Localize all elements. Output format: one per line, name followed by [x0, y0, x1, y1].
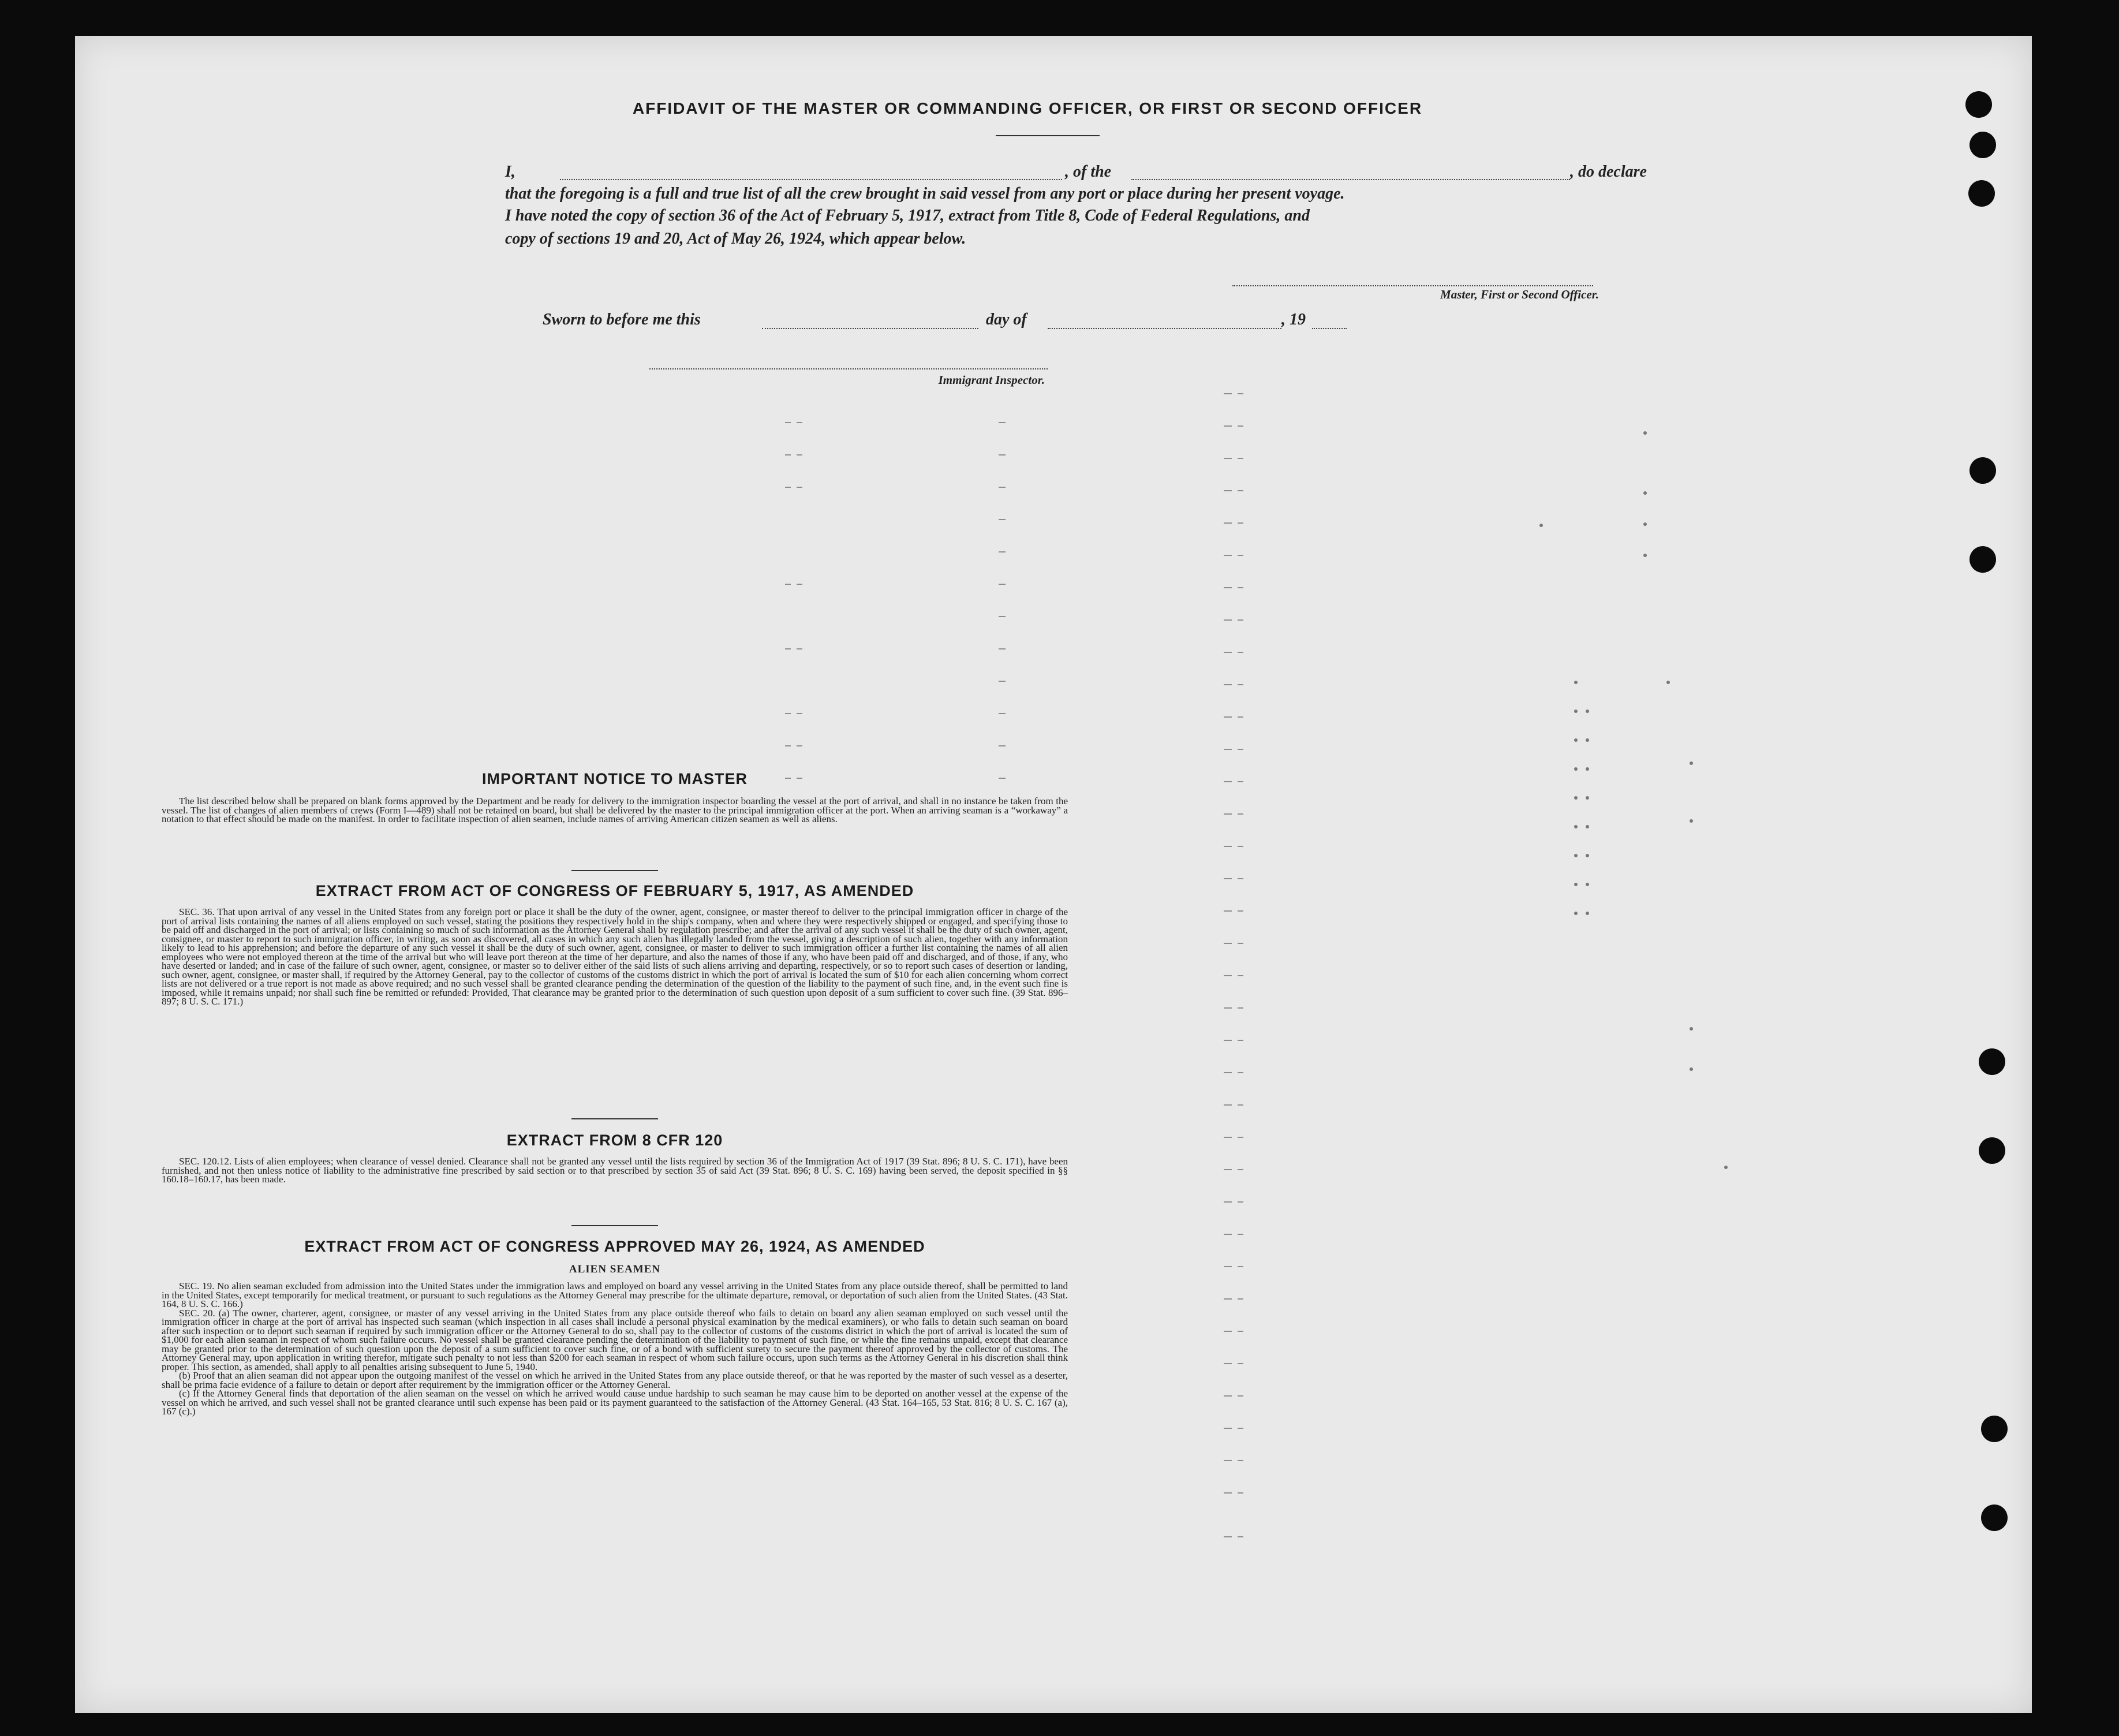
sec-19-paragraph: SEC. 19. No alien seaman excluded from admission into the United States under the immigration laws and employed on board any vessel arriving in the United States from any place outside thereof, shall be permitted to land in the United States, except temporarily for medical treatment, or pursuant to such regulations as the Attorney General may prescribe for the ultimate departure, removal, or deportation of such alien from the United States. (43 Stat. 164, 8 U. S. C. 166.) [162, 1280, 1068, 1309]
sec-120-12-paragraph: SEC. 120.12. Lists of alien employees; when clearance of vessel denied. Clearance shall not be granted any vessel until the lists required by section 36 of the Immigration Act of 1917 (39 Stat. 896; 8 U. S. C. 171), have been furnished, and not then unless notice of liability to the administrative fine prescribed by said section or to that prescribed by section 35 of said Act (39 Stat. 896; 8 U. S. C. 169) having been served, the deposit specified in §§ 160.18–160.17, has been made. [162, 1156, 1068, 1185]
sec-20b-paragraph: (b) Proof that an alien seaman did not appear upon the outgoing manifest of the vessel on which he arrived in the United States from any place outside thereof, or that he was reported by the master of such vessel as a deserter, shall be prima facie evidence of a failure to detain or deport after requirement by the immigration officer or the Attorney General. [162, 1370, 1068, 1390]
punch-hole-6 [1979, 1048, 2005, 1075]
section-rule-1 [571, 870, 658, 871]
punch-hole-5 [1969, 546, 1996, 573]
extract-cfr-heading: EXTRACT FROM 8 CFR 120 [506, 1132, 723, 1149]
sec-20c-paragraph: (c) If the Attorney General finds that deportation of the alien seaman on the vessel on which he arrived would cause undue hardship to such seaman he may cause him to be deported on another vessel at the expense of the vessel on which he arrived, and such vessel shall not be granted clearance until such expense has been paid or its payment guaranteed to the satisfaction of the Attorney General. (43 Stat. 164–165, 53 Stat. 816; 8 U. S. C. 167 (a), 167 (c).) [162, 1388, 1068, 1417]
section-rule-2 [571, 1118, 658, 1119]
punch-hole-7 [1979, 1137, 2005, 1164]
day-of-label: day of [986, 311, 1027, 328]
punch-hole-8 [1981, 1416, 2008, 1442]
bleed-through-marks [1218, 359, 1795, 1629]
affidavit-do-declare: , do declare [1570, 163, 1647, 181]
alien-seamen-subheading: ALIEN SEAMEN [569, 1263, 661, 1275]
punch-hole-4 [1969, 457, 1996, 484]
affidavit-of-the: , of the [1065, 163, 1112, 181]
affidavit-heading: AFFIDAVIT OF THE MASTER OR COMMANDING OFFICER, OR FIRST OR SECOND OFFICER [632, 99, 1423, 117]
bleed-through-dashes-svg [1218, 359, 1795, 1629]
affidavit-line-2: that the foregoing is a full and true list of all the crew brought in said vessel from any port or place during her present voyage. [505, 185, 1345, 203]
bleed-through-left-svg [710, 382, 1056, 1652]
punch-hole-9 [1981, 1504, 2008, 1531]
notice-paragraph: The list described below shall be prepared on blank forms approved by the Department and be ready for delivery to the immigration inspector boarding the vessel at the port of arrival, and shall in no instance be taken from the vessel. The list of changes of alien members of crews (Form I—489) shall not be retained on board, but shall be delivered by the master to the principal immigration officer at the port. When an arriving seaman is a “workaway” a notation to that effect should be made on the manifest. In order to facilitate inspection of alien seamen, include names of arriving American citizen seamen as well as aliens. [162, 796, 1068, 824]
sworn-month-blank [1048, 328, 1281, 329]
punch-hole-3 [1968, 180, 1995, 207]
affidavit-line-4: copy of sections 19 and 20, Act of May 26, 1924, which appear below. [505, 230, 966, 248]
year-blank [1312, 328, 1347, 329]
sworn-label: Sworn to before me this [543, 311, 701, 328]
section-rule-3 [571, 1225, 658, 1226]
extract-1917-body [162, 908, 1068, 1006]
year-prefix: , 19 [1281, 311, 1306, 328]
notice-body [162, 797, 1068, 824]
document-page [75, 36, 2032, 1713]
name-blank [560, 179, 1062, 180]
inspector-signature-line [649, 368, 1048, 369]
sec-36-paragraph: SEC. 36. That upon arrival of any vessel in the United States from any foreign port or place it shall be the duty of the owner, agent, consignee, or master thereof to deliver to the principal immigration officer in charge of the port of arrival lists containing the names of all aliens employed on such vessel, stating the positions they respectively hold in the ship's company, when and where they were respectively shipped or engaged, and specifying those to be paid off and discharged in the port of arrival; or lists containing so much of such information as the Attorney General shall by regulation prescribe; and after the arrival of any such vessel it shall be the duty of such owner, agent, consignee, or master to report to such immigration officer, in writing, as soon as discovered, all cases in which any such alien has illegally landed from the vessel, giving a description of such alien, together with any information likely to lead to his apprehension; and before the departure of any such vessel it shall be the duty of such owner, agent, consignee, or master to deliver to such immigration officer a further list containing the names of all alien employees who were not employed thereon at the time of the arrival but who will leave port thereon at the time of her departure, and also the names of those if any, who have been paid off and discharged, and of those, if any, who have deserted or landed; and in case of the failure of such owner, agent, consignee, or master so to deliver either of the said lists of such aliens arriving and departing, respectively, or so to report such cases of desertion or landing, such owner, agent, consignee, or master shall, if required by the Attorney General, pay to the collector of customs of the customs district in which the port of arrival is located the sum of $10 for each alien concerning whom correct lists are not delivered or a true report is not made as above required; and no such vessel shall be granted clearance pending the determination of the question of the liability to the payment of such fine, and, in the event such fine is imposed, while it remains unpaid; nor shall such fine be remitted or refunded: Provided, That clearance may be granted prior to the determination of such question upon deposit of a sum sufficient to cover such fine. (39 Stat. 896–897; 8 U. S. C. 171.) [162, 906, 1068, 1007]
heading-rule [996, 135, 1100, 136]
affidavit-line-3: I have noted the copy of section 36 of the Act of February 5, 1917, extract from Title 8, Code of Federal Regulations, and [505, 207, 1310, 225]
punch-hole-1 [1965, 91, 1992, 118]
extract-cfr-body [162, 1157, 1068, 1184]
sec-20a-paragraph: SEC. 20. (a) The owner, charterer, agent, consignee, or master of any vessel arriving in the United States from any place outside thereof who fails to detain on board any alien seaman employed on such vessel until the immigration officer in charge at the port of arrival has inspected such seaman (which inspection in all cases shall include a personal physical examination by the medical examiners), or who fails to detain such seaman on board after such inspection or to deport such seaman if required by such immigration officer or the Attorney General to do so, shall pay to the collector of customs of the customs district in which the port of arrival is located the sum of $1,000 for each alien seaman in respect of whom such failure occurs. No vessel shall be granted clearance pending the determination of the liability to payment of such fine, or while the fine remains unpaid, except that clearance may be granted prior to the determination of such question upon the deposit of a sum sufficient to cover such fine, or of a bond with sufficient surety to secure the payment thereof approved by the collector of customs. The Attorney General may, upon application in writing therefor, mitigate such penalty to not less than $200 for each seaman in respect of whom such failure occurs, upon such terms as the Attorney General in his discretion shall think proper. This section, as amended, shall apply to all penalties arising subsequent to June 5, 1940. [162, 1307, 1068, 1372]
inspector-label: Immigrant Inspector. [938, 373, 1045, 387]
extract-1924-heading: EXTRACT FROM ACT OF CONGRESS APPROVED MAY 26, 1924, AS AMENDED [304, 1238, 925, 1255]
signature-line [1232, 285, 1593, 286]
extract-1924-body [162, 1282, 1068, 1416]
extract-1917-heading: EXTRACT FROM ACT OF CONGRESS OF FEBRUARY 5, 1917, AS AMENDED [315, 882, 914, 899]
affidavit-i-label: I, [505, 163, 515, 181]
bleed-through-marks-left [710, 382, 1056, 1652]
vessel-blank [1131, 179, 1570, 180]
sworn-day-blank [762, 328, 978, 329]
signature-label: Master, First or Second Officer. [1440, 288, 1599, 301]
notice-heading: IMPORTANT NOTICE TO MASTER [482, 770, 748, 787]
punch-hole-2 [1969, 132, 1996, 158]
